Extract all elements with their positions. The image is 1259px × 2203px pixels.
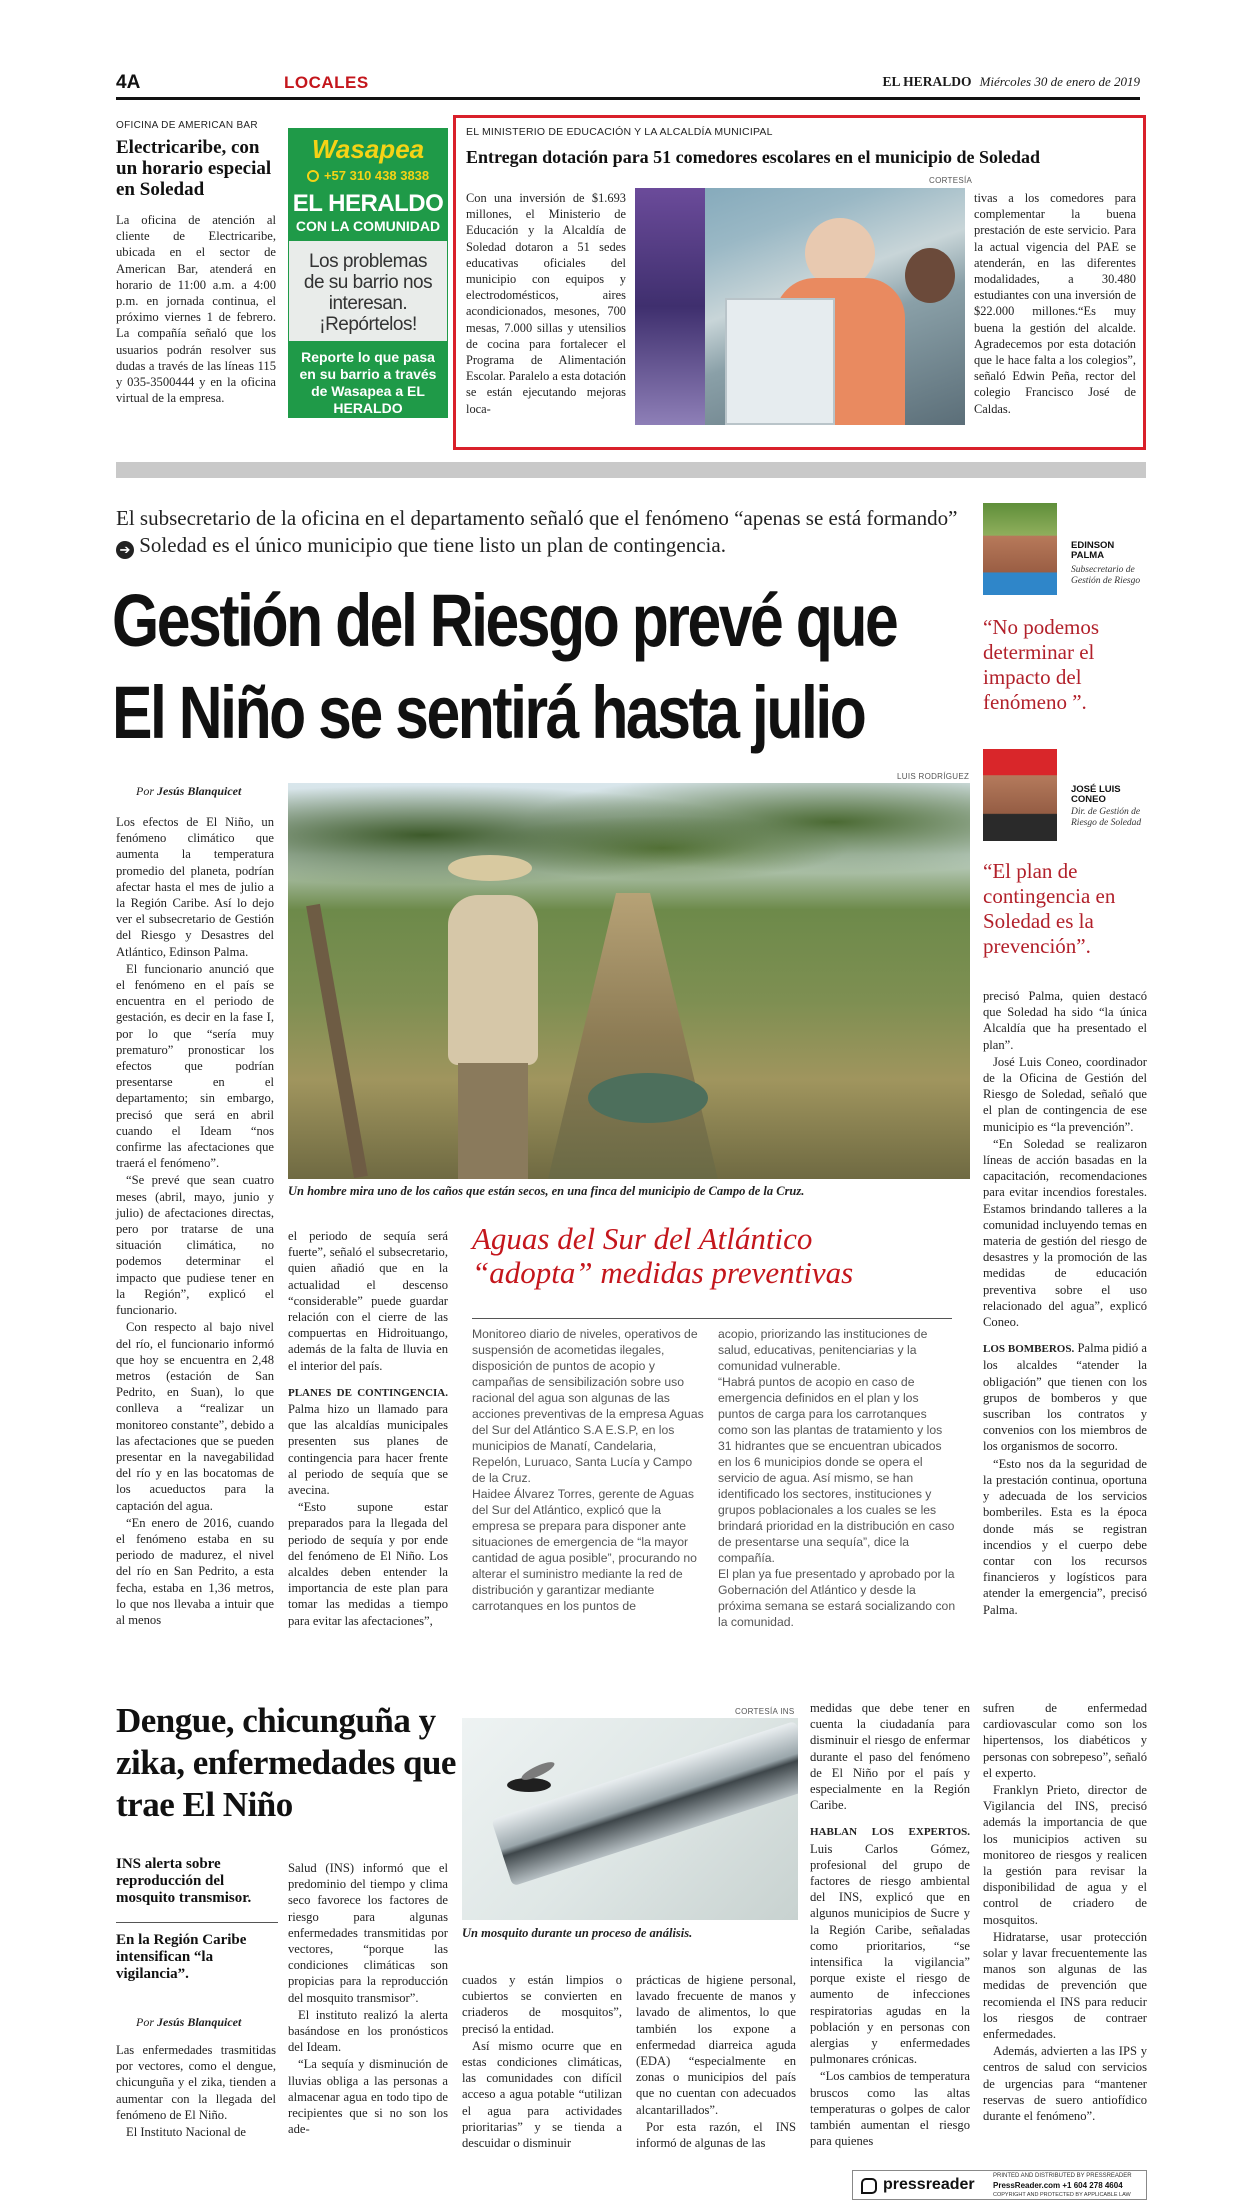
quote-1 — [983, 503, 1148, 715]
pressreader-line-2: PressReader.com +1 604 278 4604 — [993, 2181, 1123, 2190]
dengue-byline-author: Jesús Blanquicet — [157, 2015, 242, 2029]
brief-body: La oficina de atención al cliente de Electricaribe, ubicada en el sector de American Bar, atenderá en horario de 11:00 a.m. a 4:00 p.m. en jornada continua, el próximo viernes 1 de febrero. La compañía señaló que los usuarios podrán resolver sus dudas a través de las líneas 115 y 035-3500444 y en la oficina virtual de la empresa. — [116, 213, 276, 406]
photo-shelf — [635, 188, 705, 425]
headline-line-2: El Niño se sentirá hasta julio — [112, 671, 865, 754]
wasapea-paper: EL HERALDO — [292, 190, 444, 217]
sidebar-col2-b: “Habrá puntos de acopio en caso de emergencia definidos en el plan y los puntos de carga para los carrotanques como son las plantas de tratamiento y los 31 hidrantes que se encuentran ubicados en los 6 municipios donde se opera el servicio de agua. Así mismo, se han identificado los sectores, instituciones y grupos poblacionales a los cuales se les brindará prioridad en la distribución en caso de presentarse una sequía”, dice la compañía. — [718, 1375, 955, 1565]
dengue-col5-lead: HABLAN LOS EXPERTOS. — [810, 1826, 970, 1839]
dengue-col5-p1: medidas que debe tener en cuenta la ciudadanía para disminuir el riesgo de enfermar durante el paso del fenómeno de El Niño por el país y especialmente en la Región Caribe. — [810, 1701, 970, 1813]
right-col — [983, 988, 1147, 1619]
wasapea-tagline: CON LA COMUNIDAD — [295, 218, 441, 234]
section-name: LOCALES — [284, 73, 369, 92]
avatar-coneo — [983, 749, 1057, 841]
quote-1-text: “No podemos determinar el impacto del fenómeno ”. — [983, 615, 1100, 714]
main-deck — [116, 505, 976, 559]
header-rule — [116, 97, 1140, 100]
dengue-headline: Dengue, chicunguña y zika, enfermedades que trae El Niño — [116, 1701, 456, 1824]
sidebar-col2-a: acopio, priorizando las instituciones de salud, educativas, penitenciarias y la comunidad vulnerable. — [718, 1327, 928, 1373]
main-photo-credit: LUIS RODRÍGUEZ — [897, 772, 970, 781]
quote-2-text: “El plan de contingencia en Soledad es la prevención”. — [983, 859, 1116, 958]
dengue-col5-p3: “Los cambios de temperatura bruscos como las altas temperaturas o golpes de calor también aumentan el riesgo para quienes — [810, 2069, 970, 2149]
sidebar-col-1 — [472, 1326, 704, 1614]
dengue-photo-credit: CORTESÍA INS — [735, 1707, 795, 1716]
brief-electricaribe — [116, 120, 276, 406]
pressreader-logo-icon — [861, 2178, 877, 2194]
photo-machine — [725, 298, 835, 425]
wasapea-message: Los problemas de su barrio nos interesan. ¡Repórtelos! — [289, 241, 447, 341]
dengue-col-2 — [288, 1860, 448, 2138]
main-col-1 — [116, 814, 274, 1629]
right-col-p1: precisó Palma, quien destacó que Soledad ha sido “la única Alcaldía que ha presentado el plan”. — [983, 989, 1147, 1052]
photo-water — [588, 1073, 708, 1123]
dengue-col4-p2: Por esta razón, el INS informó de algunas de las — [636, 2119, 796, 2151]
feature-highlight — [453, 115, 1146, 450]
photo-mosquito — [507, 1778, 551, 1792]
dengue-byline — [136, 2015, 241, 2030]
main-col2-p3: “Esto supone estar preparados para la llegada del periodo de sequía y por ende del fenómeno de El Niño. Los alcaldes deben entender la importancia de este plan para tomar las medidas a tiempo para evitar las afectaciones”, — [288, 1500, 448, 1628]
wasapea-brand: Wasapea — [311, 134, 425, 164]
main-col1-p2: El funcionario anunció que el fenómeno en el país se encuentra en el periodo de gestación, es decir en la fase I, por lo que “sería muy prematuro” pronosticar los efectos que podrían presentarse en el departamento; sin embargo, precisó que será en abril cuando el Ideam “nos confirme las afectaciones que traerá el fenómeno”. — [116, 961, 274, 1171]
headline-line-1: Gestión del Riesgo prevé que — [112, 579, 897, 662]
byline-author: Jesús Blanquicet — [157, 784, 242, 798]
dengue-col2-p2: El instituto realizó la alerta basándose en los pronósticos del Ideam. — [288, 2007, 448, 2055]
dengue-col1-p2: El Instituto Nacional de — [126, 2125, 246, 2140]
photo-person-2 — [905, 248, 955, 303]
dengue-col3-p1: cuados y están limpios o cubiertos se convierten en criaderos de mosquitos”, precisó la entidad. — [462, 1973, 622, 2036]
dengue-col-3 — [462, 1972, 622, 2152]
photo-man-legs — [458, 1063, 528, 1179]
section-divider — [116, 462, 1146, 478]
main-col2-lead: PLANES DE CONTINGENCIA. — [288, 1386, 448, 1399]
dengue-col6-p1: sufren de enfermedad cardiovascular como son los hipertensos, los diabéticos y personas con sobrepeso”, señaló el experto. — [983, 1701, 1147, 1780]
feature-photo-credit: CORTESÍA — [929, 176, 973, 185]
wasapea-top — [289, 129, 447, 241]
dengue-col2-p3: “La sequía y disminución de lluvias obliga a las personas a almacenar agua en todo tipo de recipientes que si no son los ade- — [288, 2057, 448, 2137]
paper-name: EL HERALDO — [882, 74, 972, 89]
photo-fence-post — [306, 904, 368, 1178]
photo-ditch — [548, 893, 718, 1179]
page-header — [116, 68, 1140, 96]
right-col-p3: “En Soledad se realizaron líneas de acción basadas en la capacitación, recomendaciones para evitar incendios forestales. Estamos brindando talleres a la comunidad incluyendo temas en materia de gestión del riesgo de desastres y la promoción de las medidas de educación preventiva sobre el uso relacionado del agua”, explicó Coneo. — [983, 1136, 1147, 1330]
right-col-p5: “Esto nos da la seguridad de la prestación continua, oportuna y adecuada de los servicios bomberiles. Esta es la época donde más se registran incendios y el cuerpo debe contar con los recursos financieros y logísticos para atender la emergencia”, precisó Palma. — [983, 1456, 1147, 1617]
dengue-col6-p2: Franklyn Prieto, director de Vigilancia del INS, precisó además la importancia de que los municipios activen su monitoreo de riesgos y realicen la gestión para revisar la disponibilidad de agua y el control de criadero de mosquitos. — [983, 1783, 1147, 1927]
wasapea-cta: Reporte lo que pasa en su barrio a través de Wasapea a EL HERALDO — [289, 341, 447, 417]
right-col-lead: LOS BOMBEROS. — [983, 1343, 1075, 1356]
dengue-col6-p3: Hidratarse, usar protección solar y lavar frecuentemente las manos son algunas de las medidas de prevención que recomienda el INS para reducir los riesgos de contraer enfermedades. — [983, 1929, 1147, 2042]
sidebar-title-1: Aguas del Sur del Atlántico — [472, 1221, 813, 1256]
quote-1-name: EDINSON PALMA — [1071, 540, 1115, 561]
brief-kicker: OFICINA DE AMERICAN BAR — [116, 120, 258, 131]
pressreader-line-3: COPYRIGHT AND PROTECTED BY APPLICABLE LAW — [993, 2192, 1131, 2198]
dengue-photo — [462, 1718, 798, 1920]
dengue-col-5 — [810, 1700, 970, 2150]
main-col1-p1: Los efectos de El Niño, un fenómeno climático que aumenta la temperatura promedio del planeta, podrían afectar hasta el mes de julio a la Región Caribe. Así lo dejo ver el subsecretario de Gestión del Riesgo y Desastres del Atlántico, Edinson Palma. — [116, 815, 274, 959]
wasapea-phone: +57 310 438 3838 — [323, 168, 430, 183]
dengue-col-4 — [636, 1972, 796, 2152]
byline-prefix: Por — [136, 784, 154, 798]
quote-2-name: JOSÉ LUIS CONEO — [1071, 784, 1121, 805]
main-photo-caption: Un hombre mira uno de los caños que están secos, en una finca del municipio de Campo de la Cruz. — [288, 1184, 805, 1198]
sidebar-title-2: “adopta” medidas preventivas — [472, 1255, 854, 1290]
dengue-col5-p2: Luis Carlos Gómez, profesional del grupo de factores de riesgo ambiental del INS, explicó que en algunos municipios de Sucre y la Región Caribe, señaladas como prioritarios, “se intensifica la vigilancia” porque existe el riesgo de aumento de infecciones respiratorias agudas en la población y en personas con alergias y enfermedades pulmonares crónicas. — [810, 1841, 970, 2067]
main-col2-p1: el periodo de sequía será fuerte”, señaló el subsecretario, quien añadió que en la actualidad el descenso “considerable” puede guardar relación con el cierre de las compuertas en Hidroituango, además de la falta de lluvia en el interior del país. — [288, 1229, 448, 1373]
dengue-col-1 — [116, 2042, 276, 2141]
feature-col2: tivas a los comedores para complementar la buena prestación de este servicio. Para la actual vigencia del PAE se atenderán, en las diferentes modalidades, a 30.480 estudiantes con una inversión de $22.000 millones.“Es muy buena la gestión del alcalde. Agradecemos por esta dotación que le hace falta a los colegios”, señaló Edwin Peña, rector del colegio Francisco José de Caldas. — [974, 191, 1136, 416]
brief-title: Electricaribe, con un horario especial en Soledad — [116, 137, 272, 200]
right-col-p4: Palma pidió a los alcaldes “atender la obligación” que tienen con los grupos de bomberos y que suscriban los contratos y convenios con los miembros de los organismos de socorro. — [983, 1341, 1147, 1454]
sidebar-col1-a: Monitoreo diario de niveles, operativos de suspensión de acometidas ilegales, disposición de puntos de acopio y campañas de sensibilización sobre uso racional del agua son algunas de las acciones preventivas de la empresa Aguas del Sur del Atlántico S.A E.S.P, en los municipios de Manatí, Candelaria, Repelón, Luruaco, Santa Lucía y Campo de la Cruz. — [472, 1327, 704, 1485]
main-col1-p4: Con respecto al bajo nivel del río, el funcionario informó que hoy se encuentra en 2,48 metros (estación de San Pedrito, en Suan), lo que conlleva a “realizar un monitoreo constante”, debido a las afectaciones que se pueden presentar en la navegabilidad del río y en las bocatomas de los acueductos para la captación del agua. — [116, 1320, 274, 1513]
feature-title: Entregan dotación para 51 comedores escolares en el municipio de Soledad — [466, 147, 1040, 167]
sidebar-col1-b: Haidee Álvarez Torres, gerente de Aguas del Sur del Atlántico, explicó que la empresa se prepara para disponer ante situaciones de emergencia de “la mayor cantidad de agua posible”, procurando no alterar el suministro mediante la red de distribución y garantizar mediante carrotanques en los puntos de — [472, 1487, 697, 1613]
main-headline — [112, 575, 897, 759]
dengue-byline-prefix: Por — [136, 2015, 154, 2029]
main-col2-p2: Palma hizo un llamado para que las alcaldías municipales presenten sus planes de contingencia para hacer frente al periodo de sequía que se avecina. — [288, 1402, 448, 1498]
sidebar-col-2 — [718, 1326, 958, 1630]
dengue-sub-2: En la Región Caribe intensifican “la vigilancia”. — [116, 1932, 247, 1982]
quote-2 — [983, 749, 1148, 959]
deck-part-a: El subsecretario de la oficina en el departamento señaló que el fenómeno “apenas se está formando” — [116, 506, 958, 530]
feature-photo — [635, 188, 965, 425]
main-col1-p3: “Se prevé que sean cuatro meses (abril, mayo, junio y julio) de afectaciones directas, pero por tratarse de una situación climática, no podemos determinar el impacto que pudiese tener en la Región”, explicó el funcionario. — [116, 1173, 274, 1318]
avatar-edinson — [983, 503, 1057, 595]
feature-kicker: EL MINISTERIO DE EDUCACIÓN Y LA ALCALDÍA MUNICIPAL — [466, 126, 773, 138]
deck-part-b: Soledad es el único municipio que tiene listo un plan de contingencia. — [139, 533, 726, 557]
main-byline — [136, 784, 241, 799]
right-col-p2: José Luis Coneo, coordinador de la Oficina de Gestión del Riesgo de Soledad, señaló que el plan de contingencia de ese municipio es “la prevención”. — [983, 1054, 1147, 1134]
dengue-col3-p2: Así mismo ocurre que en estas condiciones climáticas, las comunidades con difícil acceso a agua potable “utilizan el agua para actividades prioritarias” y se tienda a descuidar o disminuir — [462, 2038, 622, 2151]
main-col1-p5: “En enero de 2016, cuando el fenómeno estaba en su periodo de madurez, el nivel del río en San Pedrito, a esta fecha, estaba en 1,36 metros, lo que nos llevaba a intuir que al menos — [116, 1515, 274, 1627]
sidebar-col2-c: El plan ya fue presentado y aprobado por la Gobernación del Atlántico y desde la próxima semana se estará socializando con la comunidad. — [718, 1567, 956, 1629]
whatsapp-icon — [307, 170, 319, 182]
sidebar-rule — [472, 1318, 952, 1319]
pressreader-line-1: PRINTED AND DISTRIBUTED BY PRESSREADER — [993, 2173, 1132, 2179]
pressreader-brand: pressreader — [883, 2176, 975, 2193]
dengue-sub-1: INS alerta sobre reproducción del mosquito transmisor. — [116, 1856, 252, 1906]
quote-2-role: Dir. de Gestión de Riesgo de Soledad — [1071, 807, 1142, 828]
dengue-col2-p1: Salud (INS) informó que el predominio del tiempo y clima seco favorece los factores de riesgo para algunas enfermedades transmitidas por vectores, “porque las condiciones climáticas son propicias para la reproducción del mosquito transmisor”. — [288, 1861, 448, 2005]
main-col-2 — [288, 1228, 448, 1630]
issue-date: Miércoles 30 de enero de 2019 — [979, 74, 1140, 89]
dengue-col-6 — [983, 1700, 1147, 2125]
dengue-sub-rule — [116, 1922, 278, 1923]
photo-man-body — [448, 895, 538, 1065]
arrow-right-icon: ➔ — [116, 541, 134, 559]
wasapea-phone-row — [289, 165, 447, 184]
header-right — [883, 74, 1140, 90]
feature-col1: Con una inversión de $1.693 millones, el Ministerio de Educación y la Alcaldía de Soledad dotaron a 51 sedes educativas oficiales del municipio con equipos y electrodomésticos, aires acondicionados, mesones, 700 mesas, 7.000 sillas y utensilios de cocina para fortalecer el Programa de Alimentación Escolar. Paralelo a esta dotación se están ejecutando mejoras loca- — [466, 191, 626, 416]
main-photo — [288, 783, 970, 1179]
pressreader-badge[interactable] — [852, 2170, 1147, 2200]
photo-man-hat — [448, 855, 532, 881]
dengue-col1-p1: Las enfermedades trasmitidas por vectores, como el dengue, chicunguña y el zika, tienden a aumentar con la llegada del fenómeno de El Niño. — [116, 2043, 276, 2122]
page-number: 4A — [116, 72, 141, 93]
quote-1-role: Subsecretario de Gestión de Riesgo — [1071, 565, 1141, 586]
dengue-col4-p1: prácticas de higiene personal, lavado frecuente de manos y lavado de alimentos, lo que también los expone a enfermedad diarreica aguda (EDA) “especialmente en zonas o municipios del país que no cuentan con adecuados alcantarillados”. — [636, 1973, 796, 2117]
wasapea-ad — [288, 128, 448, 418]
sidebar-title — [472, 1222, 972, 1290]
dengue-col6-p4: Además, advierten a las IPS y centros de salud con servicios de urgencias para “mantener reservas de suero antiofídico durante el fenómeno”. — [983, 2044, 1147, 2124]
photo-tweezers — [491, 1721, 798, 1886]
dengue-photo-caption: Un mosquito durante un proceso de análisis. — [462, 1926, 693, 1940]
